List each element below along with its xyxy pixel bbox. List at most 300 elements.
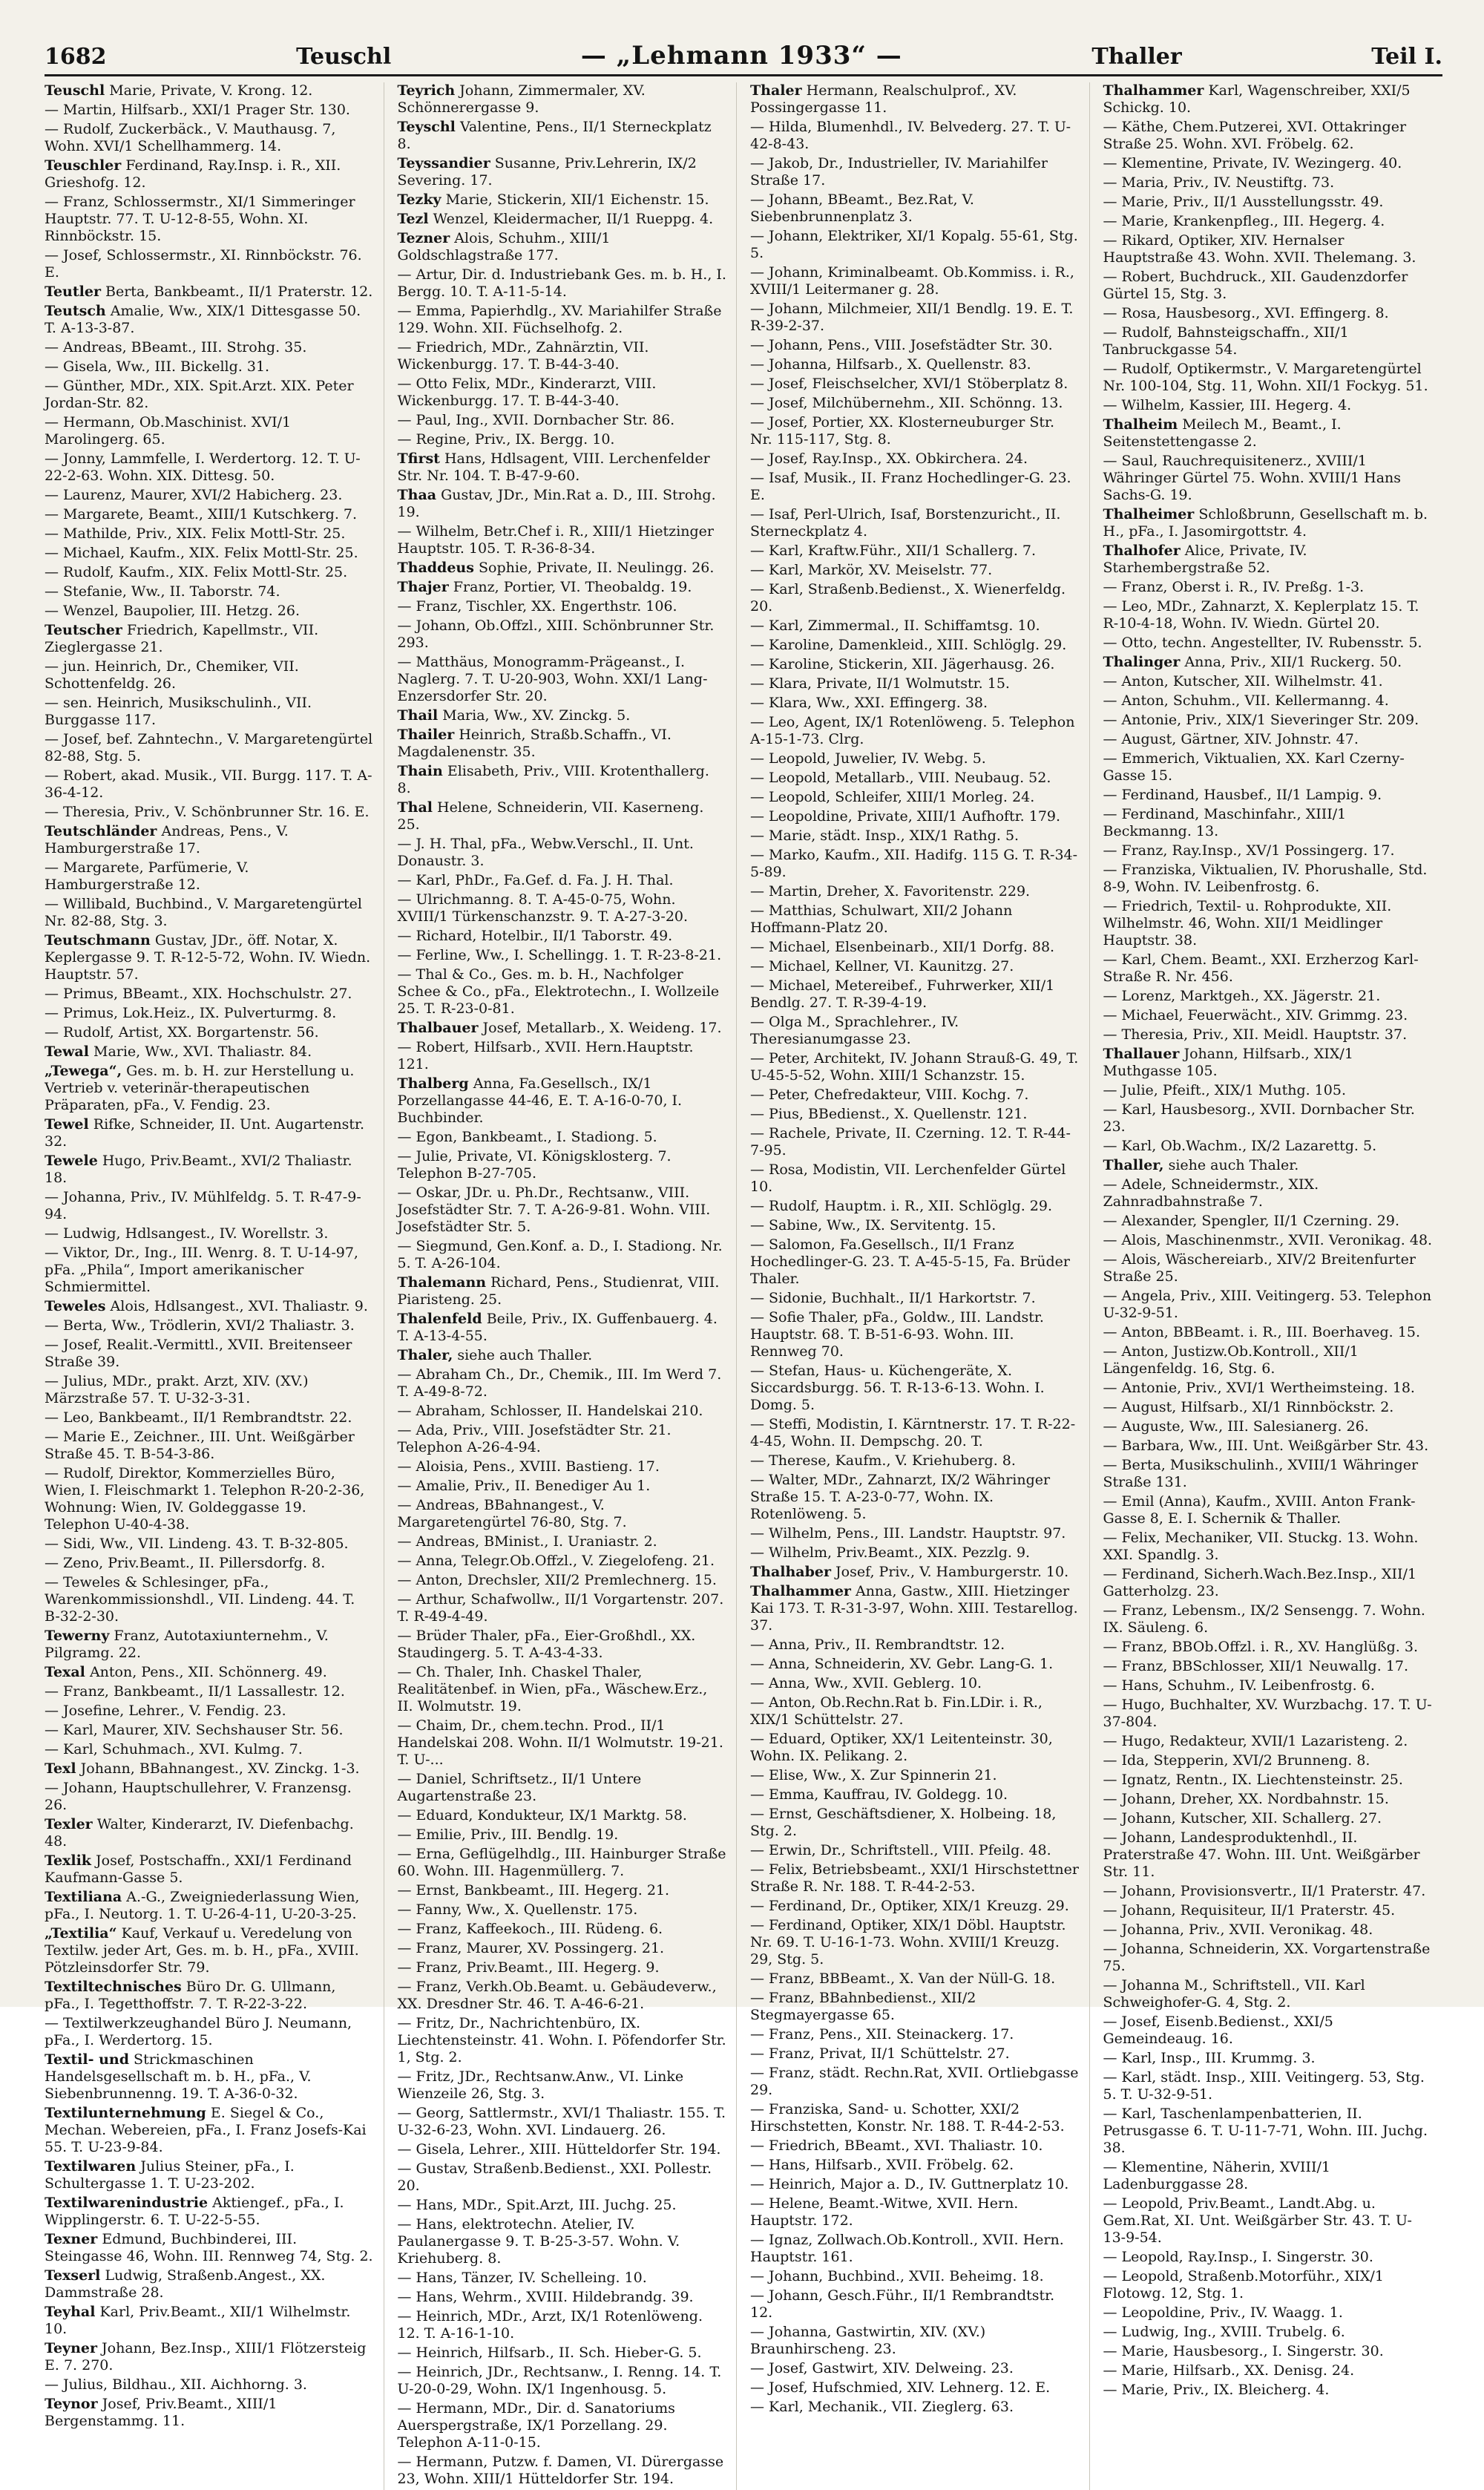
directory-entry <box>398 891 728 925</box>
directory-entry <box>1103 2304 1434 2322</box>
entry-details: — Marie, Priv., IX. Bleicherg. 4. <box>1103 2382 1330 2398</box>
directory-entry <box>398 598 728 615</box>
directory-entry <box>1103 119 1434 153</box>
directory-entry <box>398 1826 728 1844</box>
directory-entry <box>750 337 1080 354</box>
entry-details: — Anton, Ob.Rechn.Rat b. Fin.LDir. i. R., XIX/1 Schüttelstr. 27. <box>750 1694 1043 1728</box>
column-3 <box>750 82 1090 2490</box>
entry-details: — Josef, Gastwirt, XIV. Delweing. 23. <box>750 2360 1014 2376</box>
directory-entry <box>45 303 375 337</box>
entry-details: Marie, Stickerin, XII/1 Eichenstr. 15. <box>445 191 709 208</box>
directory-entry <box>1103 1026 1434 1043</box>
entry-surname: Teutler <box>45 284 101 300</box>
entry-surname: Thail <box>397 707 439 724</box>
directory-entry <box>750 1309 1080 1360</box>
directory-entry <box>1103 1658 1434 1675</box>
entry-details: — Johann, Ob.Offzl., XIII. Schönbrunner Str. 293. <box>397 617 715 651</box>
entry-details: Strickmaschinen Handelsgesellschaft m. b. H., pFa., V. Siebenbrunnenng. 19. T. A-36-0-32. <box>45 2051 312 2102</box>
entry-details: — Sidi, Ww., VII. Lindeng. 43. T. B-32-805. <box>45 1536 349 1552</box>
directory-entry <box>750 1564 1080 1581</box>
entry-details: — Elise, Ww., X. Zur Spinnerin 21. <box>750 1767 997 1783</box>
entry-details: — Johann, Kriminalbeamt. Ob.Kommiss. i. R., XVIII/1 Leitermaner g. 28. <box>750 264 1074 298</box>
entry-details: — Therese, Kaufm., V. Kriehuberg. 8. <box>750 1452 1016 1469</box>
entry-details: — Chaim, Dr., chem.techn. Prod., II/1 Handelskai 208. Wohn. II/1 Wolmutstr. 19-21. T. U-... <box>397 1717 723 1768</box>
directory-entry <box>45 2231 375 2265</box>
directory-entry <box>45 82 375 99</box>
entry-details: — Ferdinand, Maschinfahr., XIII/1 Beckmanng. 13. <box>1103 806 1347 839</box>
entry-surname: Textilwaren <box>45 2158 137 2175</box>
entry-details: — Wilhelm, Pens., III. Landstr. Hauptstr. 97. <box>750 1525 1066 1541</box>
directory-entry <box>750 1087 1080 1104</box>
directory-entry <box>750 1970 1080 1988</box>
entry-details: Elisabeth, Priv., VIII. Krotenthallerg. 8. <box>397 763 709 796</box>
directory-entry <box>45 1555 375 1572</box>
entry-details: — Zeno, Priv.Beamt., II. Pillersdorfg. 8. <box>45 1555 326 1571</box>
entry-details: Anton, Pens., XII. Schönnerg. 49. <box>89 1664 327 1680</box>
entry-surname: Thaller, <box>1103 1157 1164 1173</box>
directory-entry <box>398 1628 728 1662</box>
entry-details: — Salomon, Fa.Gesellsch., II/1 Franz Hochedlinger-G. 23. T. A-45-5-15, Fa. Brüder Thaler. <box>750 1236 1070 1287</box>
directory-entry <box>45 932 375 983</box>
entry-surname: Teyner <box>45 2340 97 2356</box>
entry-surname: Thalinger <box>1103 654 1181 670</box>
directory-entry <box>1103 988 1434 1005</box>
entry-details: Josef, Metallarb., X. Weideng. 17. <box>482 1020 722 1036</box>
directory-entry <box>1103 692 1434 710</box>
entry-details: — Ferline, Ww., I. Schellingg. 1. T. R-23-8-21. <box>397 947 722 963</box>
directory-entry <box>750 1544 1080 1562</box>
directory-entry <box>750 581 1080 615</box>
entry-surname: Thal <box>397 799 433 816</box>
entry-details: — Leo, MDr., Zahnarzt, X. Keplerplatz 15. T. R-10-4-18, Wohn. IV. Wiedn. Gürtel 20. <box>1103 598 1419 632</box>
entry-details: — Andreas, BBahnangest., V. Margaretengürtel 76-80, Stg. 7. <box>397 1497 627 1530</box>
entry-details: — Peter, Chefredakteur, VIII. Kochg. 7. <box>750 1087 1029 1103</box>
directory-entry <box>750 1806 1080 1840</box>
directory-entry <box>398 303 728 337</box>
entry-details: — Anton, Drechsler, XII/2 Premlechnerg. 15. <box>397 1572 717 1588</box>
directory-entry <box>398 2289 728 2306</box>
entry-details: — Ferdinand, Hausbef., II/1 Lampig. 9. <box>1103 787 1382 803</box>
entry-details: — Julius, MDr., prakt. Arzt, XIV. (XV.) Märzstraße 57. T. U-32-3-31. <box>45 1373 309 1406</box>
entry-details: — Theresia, Priv., XII. Meidl. Hauptstr. 37. <box>1103 1026 1408 1043</box>
directory-entry <box>45 767 375 802</box>
entry-details: — Daniel, Schriftsetz., II/1 Untere Augartenstraße 23. <box>397 1771 642 1804</box>
entry-details: — Alexander, Spengler, II/1 Czerning. 29. <box>1103 1213 1399 1229</box>
entry-details: Johann, Zimmermaler, XV. Schönnerergasse 9. <box>397 82 646 116</box>
entry-details: — Pius, BBedienst., X. Quellenstr. 121. <box>750 1106 1028 1122</box>
directory-entry <box>1103 731 1434 748</box>
directory-entry <box>1103 1007 1434 1024</box>
directory-entry <box>398 155 728 189</box>
directory-entry <box>750 1842 1080 1859</box>
entry-details: Gustav, JDr., öff. Notar, X. Keplergasse 9. T. R-12-5-72, Wohn. IV. Wiedn. Hauptstr. 57. <box>45 932 371 983</box>
entry-details: Ludwig, Straßenb.Angest., XX. Dammstraße 28. <box>45 2267 326 2301</box>
entry-details: Hugo, Priv.Beamt., XVI/2 Thaliastr. 18. <box>45 1153 352 1186</box>
directory-entry <box>1103 2106 1434 2157</box>
entry-details: Büro Dr. G. Ullmann, pFa., I. Tegetthoffstr. 7. T. R-22-3-22. <box>45 1979 336 2012</box>
entry-surname: Tezky <box>397 191 441 208</box>
entry-details: — Leopold, Juwelier, IV. Webg. 5. <box>750 750 986 767</box>
entry-details: — Ignaz, Zollwach.Ob.Kontroll., XVII. Hern. Hauptstr. 161. <box>750 2232 1064 2265</box>
directory-entry <box>1103 213 1434 230</box>
directory-entry <box>750 1162 1080 1196</box>
entry-details: — Martin, Dreher, X. Favoritenstr. 229. <box>750 883 1031 900</box>
entry-details: — Ferdinand, Sicherh.Wach.Bez.Insp., XII/1 Gatterholzg. 23. <box>1103 1566 1417 1599</box>
directory-entry <box>750 1767 1080 1784</box>
directory-entry <box>750 395 1080 412</box>
entry-details: Franz, Autotaxiunternehm., V. Pilgramg. 22. <box>45 1628 329 1661</box>
directory-entry <box>1103 2343 1434 2360</box>
directory-entry <box>45 695 375 729</box>
entry-surname: Tezl <box>397 211 429 227</box>
entry-details: — Karl, Zimmermal., II. Schiffamtsg. 10. <box>750 617 1040 634</box>
directory-entry <box>45 157 375 191</box>
entry-details: — Abraham, Schlosser, II. Handelskai 210. <box>397 1403 703 1419</box>
directory-entry <box>1103 155 1434 172</box>
entry-details: — Leopold, Straßenb.Motorführ., XIX/1 Flotowg. 12, Stg. 1. <box>1103 2268 1384 2301</box>
directory-entry <box>45 2195 375 2229</box>
entry-details: — Hans, Wehrm., XVIII. Hildebrandg. 39. <box>397 2289 694 2305</box>
entry-details: Berta, Bankbeamt., II/1 Praterstr. 12. <box>105 284 373 300</box>
entry-details: — Franz, Priv.Beamt., III. Hegerg. 9. <box>397 1959 660 1976</box>
directory-entry <box>1103 898 1434 949</box>
directory-entry <box>750 675 1080 692</box>
entry-details: — Johann, Elektriker, XI/1 Kopalg. 55-61, Stg. 5. <box>750 228 1078 261</box>
entry-surname: Thalhammer <box>1103 82 1204 99</box>
directory-entry <box>1103 2249 1434 2266</box>
directory-entry <box>45 1979 375 2013</box>
directory-entry <box>398 266 728 301</box>
column-1 <box>45 82 384 2490</box>
entry-details: — Karoline, Damenkleid., XIII. Schlöglg. 29. <box>750 637 1067 653</box>
directory-entry <box>45 414 375 448</box>
entry-details: — Martin, Hilfsarb., XXI/1 Prager Str. 130. <box>45 102 350 118</box>
directory-entry <box>398 487 728 521</box>
directory-entry <box>398 1882 728 1899</box>
entry-details: — Hans, elektrotechn. Atelier, IV. Paulanergasse 9. T. B-25-3-57. Wohn. V. Kriehuberg. 8. <box>397 2216 680 2267</box>
directory-entry <box>45 339 375 356</box>
entry-details: — Friedrich, BBeamt., XVI. Thaliastr. 10. <box>750 2137 1043 2154</box>
directory-entry <box>45 1816 375 1850</box>
directory-entry <box>45 1189 375 1223</box>
entry-details: Kauf, Verkauf u. Veredelung von Textilw. jeder Art, Ges. m. b. H., pFa., XVIII. Pötzleinsdorfer Str. 79. <box>45 1925 359 1976</box>
directory-entry <box>1103 1921 1434 1939</box>
entry-details: — Eduard, Kondukteur, IX/1 Marktg. 58. <box>397 1807 687 1824</box>
directory-entry <box>398 560 728 577</box>
entry-details: — Johann, Hauptschullehrer, V. Franzensg. 26. <box>45 1780 352 1813</box>
directory-entry <box>398 1148 728 1182</box>
entry-details: — Ulrichmanng. 8. T. A-45-0-75, Wohn. XVIII/1 Türkenschanzstr. 9. T. A-27-3-20. <box>397 891 689 925</box>
directory-entry <box>45 2051 375 2103</box>
directory-entry <box>1103 579 1434 596</box>
entry-details: — Franziska, Sand- u. Schotter, XXI/2 Hirschstetten, Konstr. Nr. 188. T. R-44-2-53. <box>750 2101 1065 2134</box>
directory-entry <box>45 1043 375 1061</box>
directory-entry <box>45 1409 375 1426</box>
entry-details: — Hans, Hilfsarb., XVII. Fröbelg. 62. <box>750 2157 1014 2173</box>
entry-details: — Karl, PhDr., Fa.Gef. d. Fa. J. H. Thal. <box>397 872 674 888</box>
directory-entry <box>750 1217 1080 1234</box>
entry-details: — Richard, Hotelbir., II/1 Taborstr. 49. <box>397 928 673 944</box>
entry-details: — Textilwerkzeughandel Büro J. Neumann, pFa., I. Werdertorg. 15. <box>45 2015 352 2048</box>
entry-surname: Teyhal <box>45 2304 96 2320</box>
entry-details: Valentine, Pens., II/1 Sterneckplatz 8. <box>397 119 712 152</box>
directory-entry <box>45 564 375 581</box>
header-left-word: Teuschl <box>296 44 392 70</box>
entry-details: — Wilhelm, Kassier, III. Hegerg. 4. <box>1103 397 1352 413</box>
entry-details: — Otto Felix, MDr., Kinderarzt, VIII. Wickenburgg. 17. T. B-44-3-40. <box>397 376 657 409</box>
directory-entry <box>750 470 1080 504</box>
entry-details: Friedrich, Kapellmstr., VII. Zieglergasse 21. <box>45 622 319 655</box>
directory-entry <box>750 2176 1080 2193</box>
directory-entry <box>1103 1639 1434 1656</box>
entry-surname: Textil- und <box>45 2051 129 2068</box>
directory-entry <box>750 264 1080 298</box>
entry-details: — Rachele, Private, II. Czerning. 12. T. R-44-7-95. <box>750 1125 1071 1159</box>
entry-details: — Johann, Provisionsvertr., II/1 Praterstr. 47. <box>1103 1883 1426 1899</box>
entry-surname: Teyrich <box>397 82 456 99</box>
entry-surname: Thajer <box>397 579 449 595</box>
entry-details: Anna, Priv., XII/1 Ruckerg. 50. <box>1184 654 1402 670</box>
part-label: Teil I. <box>1371 44 1442 70</box>
directory-entry <box>750 1675 1080 1692</box>
entry-details: — Hans, Tänzer, IV. Schelleing. 10. <box>397 2270 647 2286</box>
directory-entry <box>398 376 728 410</box>
directory-entry <box>750 789 1080 806</box>
entry-surname: Thaddeus <box>397 560 474 576</box>
directory-entry <box>398 2068 728 2103</box>
entry-details: — Marie E., Zeichner., III. Unt. Weißgärber Straße 45. T. B-54-3-86. <box>45 1429 355 1462</box>
directory-entry <box>1103 1418 1434 1435</box>
entry-details: — Olga M., Sprachlehrer., IV. Theresianumgasse 23. <box>750 1014 959 1047</box>
directory-entry <box>398 1020 728 1037</box>
entry-details: Sophie, Private, II. Neulingg. 26. <box>478 560 715 576</box>
entry-details: — Michael, Kaufm., XIX. Felix Mottl-Str. 25. <box>45 545 358 561</box>
entry-details: — Anna, Ww., XVII. Geblerg. 10. <box>750 1675 982 1691</box>
entry-details: — Franz, Oberst i. R., IV. Preßg. 1-3. <box>1103 579 1365 595</box>
directory-entry <box>1103 453 1434 504</box>
directory-entry <box>398 1533 728 1550</box>
entry-details: Ferdinand, Ray.Insp. i. R., XII. Grieshofg. 12. <box>45 157 341 191</box>
entry-details: — Johann, Landesproduktenhdl., II. Praterstraße 47. Wohn. III. Unt. Weißgärber Str. 11. <box>1103 1829 1420 1880</box>
entry-surname: Thalheim <box>1103 416 1178 433</box>
entry-details: Anna, Fa.Gesellsch., IX/1 Porzellangasse 44-46, E. T. A-16-0-70, I. Buchbinder. <box>397 1075 683 1126</box>
entry-details: Aktiengef., pFa., I. Wipplingerstr. 6. T. U-22-5-55. <box>45 2195 344 2228</box>
entry-details: — Franz, Privat, II/1 Schüttelstr. 27. <box>750 2045 1010 2062</box>
directory-entry <box>1103 2050 1434 2067</box>
directory-entry <box>45 378 375 412</box>
entry-details: — Mathilde, Priv., XIX. Felix Mottl-Str. 25. <box>45 525 346 542</box>
entry-details: — Franz, BBahnbedienst., XII/2 Stegmayergasse 65. <box>750 1990 976 2023</box>
directory-entry <box>750 808 1080 825</box>
entry-details: — Ernst, Bankbeamt., III. Hegerg. 21. <box>397 1882 670 1898</box>
directory-entry <box>1103 506 1434 540</box>
directory-entry <box>45 1852 375 1887</box>
directory-entry <box>750 902 1080 937</box>
entry-details: — Johann, Milchmeier, XII/1 Bendlg. 19. E. T. R-39-2-37. <box>750 301 1074 334</box>
entry-details: — Heinrich, Hilfsarb., II. Sch. Hieber-G. 5. <box>397 2345 702 2361</box>
entry-details: — Antonie, Priv., XVI/1 Wertheimsteing. 18. <box>1103 1380 1415 1396</box>
directory-entry <box>398 451 728 485</box>
entry-details: — Josef, Ray.Insp., XX. Obkirchera. 24. <box>750 451 1028 467</box>
directory-entry <box>750 2195 1080 2229</box>
directory-entry <box>750 1198 1080 1215</box>
entry-surname: Tewele <box>45 1153 98 1169</box>
directory-entry <box>1103 232 1434 266</box>
entry-details: — Karl, Ob.Wachm., IX/2 Lazarettg. 5. <box>1103 1138 1377 1154</box>
entry-details: — Hermann, Putzw. f. Damen, VI. Dürergasse 23, Wohn. XIII/1 Hütteldorfer Str. 194. <box>397 2454 724 2487</box>
entry-details: — Theresia, Priv., V. Schönbrunner Str. 16. E. <box>45 804 370 820</box>
entry-details: Alice, Private, IV. Starhembergstraße 52. <box>1103 543 1307 576</box>
entry-details: — Josef, Realit.-Vermittl., XVII. Breitenseer Straße 39. <box>45 1337 352 1370</box>
directory-entry <box>398 1771 728 1805</box>
directory-entry <box>750 2287 1080 2322</box>
entry-details: — Isaf, Musik., II. Franz Hochedlinger-G. 23. E. <box>750 470 1071 503</box>
directory-entry <box>750 637 1080 654</box>
directory-entry <box>45 1703 375 1720</box>
directory-entry <box>398 2308 728 2342</box>
directory-entry <box>1103 2195 1434 2247</box>
directory-entry <box>398 2345 728 2362</box>
directory-entry <box>1103 194 1434 211</box>
directory-entry <box>398 1940 728 1957</box>
entry-details: Wenzel, Kleidermacher, II/1 Rueppg. 4. <box>433 211 714 227</box>
entry-details: — Marie, Hilfsarb., XX. Denisg. 24. <box>1103 2362 1355 2379</box>
entry-details: — Rudolf, Direktor, Kommerzielles Büro, Wien, I. Fleischmarkt 1. Telephon R-20-2-36, Wohnung: Wien, IV. Goldeggasse 19. Telephon U-40-4-38. <box>45 1465 365 1533</box>
entry-details: — Michael, Elsenbeinarb., XII/1 Dorfg. 88. <box>750 939 1055 955</box>
directory-entry <box>45 284 375 301</box>
entry-details: — Leo, Bankbeamt., II/1 Rembrandtstr. 22. <box>45 1409 352 1426</box>
entry-details: — Oskar, JDr. u. Ph.Dr., Rechtsanw., VIII. Josefstädter Str. 7. T. A-26-9-81. Wohn. VIII. Josefstädter Str. 5. <box>397 1185 711 1235</box>
entry-details: Hans, Hdlsagent, VIII. Lerchenfelder Str. Nr. 104. T. B-47-9-60. <box>397 451 710 484</box>
entry-details: — Hans, Schuhm., IV. Leibenfrostg. 6. <box>1103 1677 1375 1694</box>
entry-details: — Viktor, Dr., Ing., III. Wenrg. 8. T. U-14-97, pFa. „Phila“, Import amerikanischer Schmiermittel. <box>45 1245 358 1295</box>
entry-details: — Wenzel, Baupolier, III. Hetzg. 26. <box>45 603 301 619</box>
entry-details: — Johann, Pens., VIII. Josefstädter Str. 30. <box>750 337 1053 353</box>
entry-details: — Josef, Hufschmied, XIV. Lehnerg. 12. E. <box>750 2379 1051 2396</box>
entry-details: Beile, Priv., IX. Guffenbauerg. 4. T. A-13-4-55. <box>397 1311 718 1344</box>
directory-entry <box>45 731 375 765</box>
entry-details: — Steffi, Modistin, I. Kärntnerstr. 17. T. R-22-4-45, Wohn. II. Dempschg. 20. T. <box>750 1416 1076 1449</box>
entry-details: Schloßbrunn, Gesellschaft m. b. H., pFa., I. Jasomirgottstr. 4. <box>1103 506 1428 540</box>
directory-entry <box>45 2267 375 2301</box>
entry-details: — Karl, Markör, XV. Meiselstr. 77. <box>750 562 993 578</box>
directory-entry <box>1103 361 1434 395</box>
entry-details: — Josef, bef. Zahntechn., V. Margaretengürtel 82-88, Stg. 5. <box>45 731 373 764</box>
entry-details: — Heinrich, JDr., Rechtsanw., I. Renng. 14. T. U-20-0-29, Wohn. IX/1 Ingenhousg. 5. <box>397 2364 722 2397</box>
directory-entry <box>750 2232 1080 2266</box>
directory-entry <box>398 339 728 373</box>
directory-entry <box>750 695 1080 712</box>
directory-entry <box>750 451 1080 468</box>
directory-entry <box>750 301 1080 335</box>
entry-details: — Franziska, Viktualien, IV. Phorushalle, Std. 8-9, Wohn. IV. Leibenfrostg. 6. <box>1103 862 1428 895</box>
directory-entry <box>750 414 1080 448</box>
directory-entry <box>1103 1046 1434 1080</box>
directory-entry <box>45 1373 375 1407</box>
page-number: 1682 <box>45 44 107 70</box>
directory-entry <box>398 928 728 945</box>
entry-details: — Ch. Thaler, Inh. Chaskel Thaler, Realitätenbef. in Wien, pFa., Wäschew.Erz., II. Wolmutstr. 19. <box>397 1664 708 1714</box>
entry-details: Anna, Gastw., XIII. Hietzinger Kai 173. T. R-31-3-97, Wohn. XIII. Testarellog. 37. <box>750 1583 1078 1634</box>
entry-details: Rifke, Schneider, II. Unt. Augartenstr. 32. <box>45 1116 365 1150</box>
directory-entry <box>45 658 375 692</box>
entry-details: — Matthäus, Monogramm-Prägeanst., I. Naglerg. 7. T. U-20-903, Wohn. XXI/1 Lang-Enzersdorfer Str. 20. <box>397 654 708 704</box>
entry-details: — Jakob, Dr., Industrieller, IV. Mariahilfer Straße 17. <box>750 155 1048 189</box>
entry-details: — Marie, städt. Insp., XIX/1 Rathg. 5. <box>750 828 1020 844</box>
entry-surname: Thalhofer <box>1103 543 1181 559</box>
directory-entry <box>1103 1733 1434 1750</box>
directory-entry <box>750 977 1080 1012</box>
entry-details: Helene, Schneiderin, VII. Kaserneng. 25. <box>397 799 704 833</box>
entry-details: — Günther, MDr., XIX. Spit.Arzt. XIX. Peter Jordan-Str. 82. <box>45 378 354 411</box>
entry-details: — Julie, Pfeift., XIX/1 Muthg. 105. <box>1103 1082 1346 1098</box>
entry-details: — Erwin, Dr., Schriftstell., VIII. Pfeilg. 48. <box>750 1842 1051 1858</box>
entry-surname: Thaler <box>750 82 802 99</box>
directory-entry <box>750 1416 1080 1450</box>
directory-entry <box>750 1050 1080 1084</box>
entry-surname: Textilunternehmung <box>45 2105 206 2121</box>
directory-entry <box>45 1760 375 1778</box>
directory-entry <box>750 82 1080 117</box>
entry-details: — Lorenz, Marktgeh., XX. Jägerstr. 21. <box>1103 988 1381 1004</box>
entry-details: — Jonny, Lammfelle, I. Werdertorg. 12. T. U-22-2-63. Wohn. XIX. Dittesg. 50. <box>45 451 361 484</box>
directory-entry <box>1103 1530 1434 1564</box>
entry-details: — Abraham Ch., Dr., Chemik., III. Im Werd 7. T. A-49-8-72. <box>397 1366 722 1400</box>
directory-entry <box>45 1722 375 1739</box>
directory-entry <box>45 1005 375 1022</box>
entry-details: — Anton, Schuhm., VII. Kellermanng. 4. <box>1103 692 1389 709</box>
directory-entry <box>750 1656 1080 1673</box>
entry-details: — Thal & Co., Ges. m. b. H., Nachfolger Schee & Co., pFa., Elektrotechn., I. Wollzeile 25. T. R-23-0-81. <box>397 966 720 1017</box>
entry-surname: Thalemann <box>397 1274 487 1291</box>
directory-entry <box>45 1116 375 1150</box>
entry-surname: Tewal <box>45 1043 89 1060</box>
entry-details: — Anton, BBBeamt. i. R., III. Boerhaveg. 15. <box>1103 1324 1420 1340</box>
entry-details: — Marko, Kaufm., XII. Hadifg. 115 G. T. R-34-5-89. <box>750 847 1078 880</box>
directory-entry <box>750 958 1080 975</box>
entry-details: Maria, Ww., XV. Zinckg. 5. <box>442 707 631 724</box>
directory-entry <box>750 1786 1080 1803</box>
entry-details: — Friedrich, Textil- u. Rohprodukte, XII. Wilhelmstr. 46, Wohn. XII/1 Meidlinger Hauptstr. 38. <box>1103 898 1392 949</box>
entry-details: — Franz, Verkh.Ob.Beamt. u. Gebäudeverw., XX. Dresdner Str. 46. T. A-46-6-21. <box>397 1979 717 2012</box>
entry-details: — Egon, Bankbeamt., I. Stadiong. 5. <box>397 1129 657 1145</box>
directory-entry <box>1103 635 1434 652</box>
entry-details: — Hugo, Buchhalter, XV. Wurzbachg. 17. T. U-37-804. <box>1103 1697 1432 1730</box>
entry-details: Meilech M., Beamt., I. Seitenstettengasse 2. <box>1103 416 1342 450</box>
entry-details: — Adele, Schneidermstr., XIX. Zahnradbahnstraße 7. <box>1103 1176 1319 1210</box>
entry-details: — Regine, Priv., IX. Bergg. 10. <box>397 431 615 448</box>
entry-details: Susanne, Priv.Lehrerin, IX/2 Severing. 17. <box>397 155 697 189</box>
entry-details: — Karl, Taschenlampenbatterien, II. Petrusgasse 6. T. U-11-7-71, Wohn. III. Juchg. 38. <box>1103 2106 1428 2156</box>
directory-entry <box>398 1717 728 1769</box>
directory-entry <box>750 376 1080 393</box>
entry-surname: „Tewega“, <box>45 1063 122 1079</box>
directory-entry <box>1103 1343 1434 1377</box>
entry-surname: Thailer <box>397 727 455 743</box>
entry-surname: Tewerny <box>45 1628 110 1644</box>
entry-details: — Klara, Ww., XXI. Effingerg. 38. <box>750 695 988 711</box>
entry-details: — Johanna, Priv., IV. Mühlfeldg. 5. T. R-47-9-94. <box>45 1189 361 1222</box>
entry-details: — Gisela, Lehrer., XIII. Hütteldorfer Str. 194. <box>397 2141 721 2158</box>
entry-details: — Rosa, Hausbesorg., XVI. Effingerg. 8. <box>1103 305 1389 321</box>
entry-details: — Ferdinand, Dr., Optiker, XIX/1 Kreuzg. 29. <box>750 1898 1069 1914</box>
directory-entry <box>45 1574 375 1625</box>
directory-entry <box>1103 1399 1434 1416</box>
directory-entry <box>398 1403 728 1420</box>
directory-columns <box>45 82 1442 2487</box>
directory-entry <box>398 82 728 117</box>
entry-details: — Josef, Eisenb.Bedienst., XXI/5 Gemeindeaug. 16. <box>1103 2014 1333 2047</box>
